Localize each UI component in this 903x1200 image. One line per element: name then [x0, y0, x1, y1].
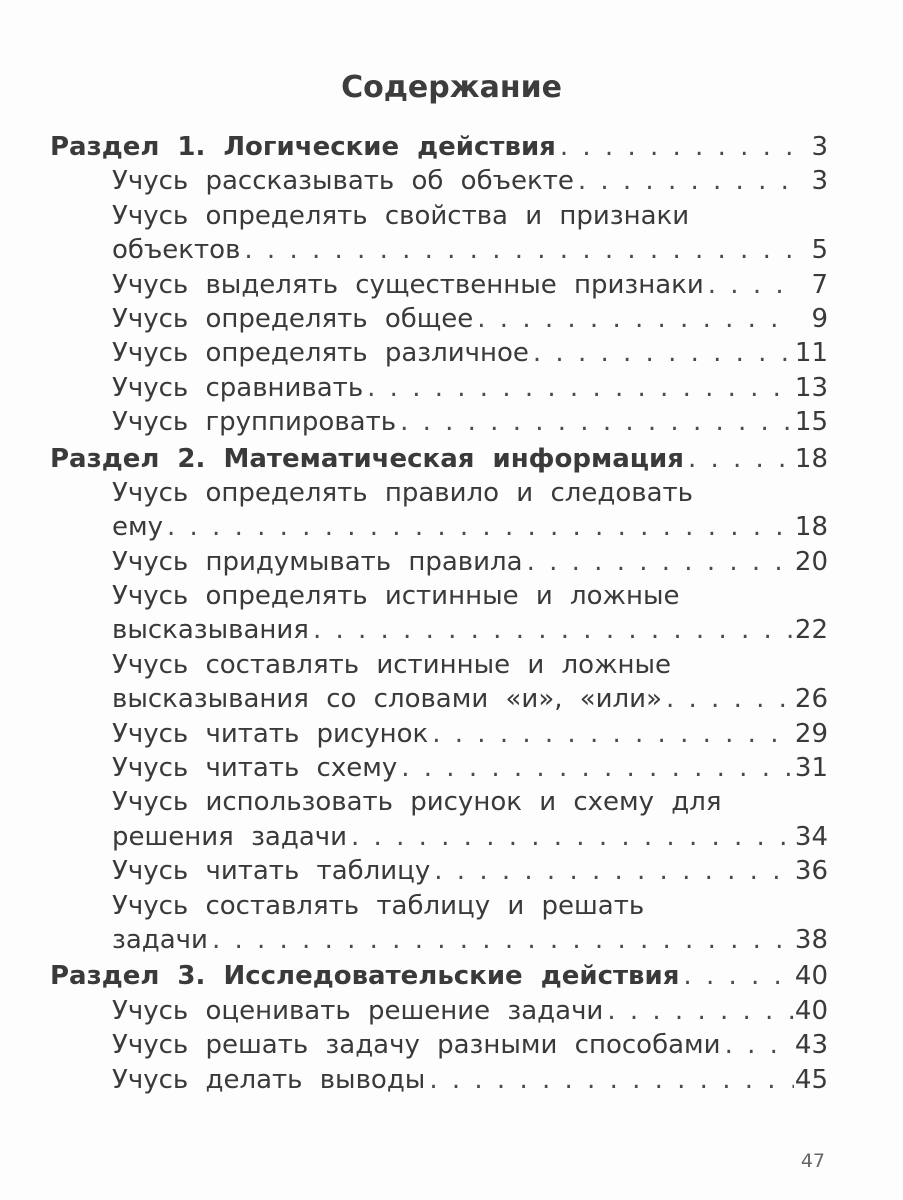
- toc-entry: [50, 233, 828, 267]
- toc-entry-title: Учусь делать выводы: [112, 1064, 426, 1095]
- toc-entry: [50, 164, 828, 198]
- dot-leader: [662, 682, 794, 716]
- toc-page-number: 36: [794, 856, 828, 887]
- toc-section-title: Раздел 2. Математическая информация: [50, 443, 684, 474]
- toc-page-number: 11: [794, 338, 828, 369]
- toc-page-number: 34: [794, 821, 828, 852]
- toc-entry-title: Учусь группировать: [112, 407, 397, 438]
- toc-page-number: 40: [794, 961, 828, 992]
- dot-leader: [529, 336, 794, 370]
- toc-page-number: 7: [811, 269, 828, 300]
- toc-page-number: 9: [811, 303, 828, 334]
- toc-entry: [50, 336, 828, 370]
- toc-entry: [50, 405, 828, 439]
- toc-entry: [50, 199, 828, 233]
- toc-section-entry: [50, 442, 828, 476]
- toc-section-title: Раздел 1. Логические действия: [50, 132, 556, 162]
- toc-page-number: 40: [794, 995, 828, 1026]
- dot-leader: [347, 820, 794, 854]
- dot-leader: [603, 994, 794, 1028]
- dot-leader: [523, 545, 794, 579]
- dot-leader: [473, 302, 794, 336]
- dot-leader: [556, 130, 794, 164]
- toc-entry-title: Учусь определять истинные и ложные: [112, 581, 680, 612]
- dot-leader: [363, 371, 794, 405]
- toc-entry: [50, 854, 828, 888]
- toc-entry: [50, 268, 828, 302]
- toc-page-number: 3: [811, 166, 828, 197]
- dot-leader: [396, 405, 794, 439]
- toc-entry: [50, 1063, 828, 1097]
- toc-entry: [50, 889, 828, 923]
- toc-page-number: 43: [794, 1030, 828, 1061]
- toc-page-number: 15: [794, 407, 828, 438]
- dot-leader: [574, 164, 794, 198]
- toc-entry: [50, 994, 828, 1028]
- toc-section-entry: [50, 130, 828, 164]
- toc-page-number: 22: [794, 615, 828, 646]
- toc-entry: [50, 613, 828, 647]
- toc-entry: [50, 371, 828, 405]
- toc-entry-title: задачи: [112, 924, 208, 955]
- toc-entry-title: Учусь составлять истинные и ложные: [112, 649, 672, 680]
- toc-entry: [50, 545, 828, 579]
- toc-entry-title: Учусь оценивать решение задачи: [112, 995, 604, 1026]
- toc-entry-title: объектов: [112, 235, 241, 266]
- toc-page-number: 18: [794, 512, 828, 543]
- toc-page-number: 5: [811, 235, 828, 266]
- dot-leader: [430, 854, 794, 888]
- dot-leader: [208, 923, 794, 957]
- toc-entry: [50, 751, 828, 785]
- dot-leader: [704, 268, 794, 302]
- toc-entry-title: Учусь определять правило и следовать: [112, 477, 693, 508]
- toc-entry-title: высказывания: [112, 615, 309, 646]
- toc-entry-title: Учусь выделять существенные признаки: [112, 269, 704, 300]
- toc-page-number: 20: [794, 546, 828, 577]
- toc-entry-title: решения задачи: [112, 821, 348, 852]
- toc-entry-title: высказывания со словами «и», «или»: [112, 684, 662, 715]
- dot-leader: [679, 959, 794, 993]
- toc-page-number: 38: [794, 924, 828, 955]
- toc-section-entry: [50, 959, 828, 993]
- toc-entry: [50, 1028, 828, 1062]
- toc-entry-title: Учусь придумывать правила: [112, 546, 523, 577]
- toc-entry-title: Учусь определять различное: [112, 338, 529, 369]
- toc-entry: [50, 820, 828, 854]
- toc-entry-title: Учусь составлять таблицу и решать: [112, 890, 645, 921]
- toc-entry-title: Учусь решать задачу разными способами: [112, 1030, 721, 1061]
- toc-page-number: 29: [794, 718, 828, 749]
- toc-entry: [50, 717, 828, 751]
- dot-leader: [397, 751, 794, 785]
- toc-page-number: 31: [794, 753, 828, 784]
- dot-leader: [721, 1028, 794, 1062]
- toc-entry-title: Учусь рассказывать об объекте: [112, 166, 574, 197]
- toc-entry: [50, 785, 828, 819]
- toc-entry-title: Учусь использовать рисунок и схему для: [112, 787, 722, 818]
- toc-entry: [50, 923, 828, 957]
- toc-entry: [50, 510, 828, 544]
- toc-entry-title: Учусь читать таблицу: [112, 856, 431, 887]
- toc-entry-title: Учусь определять общее: [112, 303, 474, 334]
- toc-entry-title: Учусь читать схему: [112, 753, 398, 784]
- dot-leader: [163, 510, 794, 544]
- toc-page-number: 18: [794, 443, 828, 474]
- toc-page-number: 13: [794, 372, 828, 403]
- dot-leader: [309, 613, 794, 647]
- dot-leader: [425, 1063, 794, 1097]
- toc-entry: [50, 648, 828, 682]
- page-title: Содержание: [341, 70, 562, 105]
- toc-entry-title: Учусь сравнивать: [112, 372, 364, 403]
- dot-leader: [240, 233, 794, 267]
- toc-entry: [50, 302, 828, 336]
- toc-entry: [50, 579, 828, 613]
- toc-section-title: Раздел 3. Исследовательские действия: [50, 961, 680, 992]
- toc-entry: [50, 682, 828, 716]
- table-of-contents: [50, 130, 828, 1097]
- toc-page-number: 26: [794, 684, 828, 715]
- toc-entry-title: Учусь читать рисунок: [112, 718, 429, 749]
- dot-leader: [428, 717, 794, 751]
- page-number: 47: [800, 1150, 825, 1172]
- toc-page-number: 45: [794, 1064, 828, 1095]
- toc-entry-title: ему: [112, 512, 163, 543]
- dot-leader: [684, 442, 794, 476]
- toc-entry: [50, 476, 828, 510]
- toc-page-number: 3: [811, 132, 828, 162]
- toc-entry-title: Учусь определять свойства и признаки: [112, 200, 690, 231]
